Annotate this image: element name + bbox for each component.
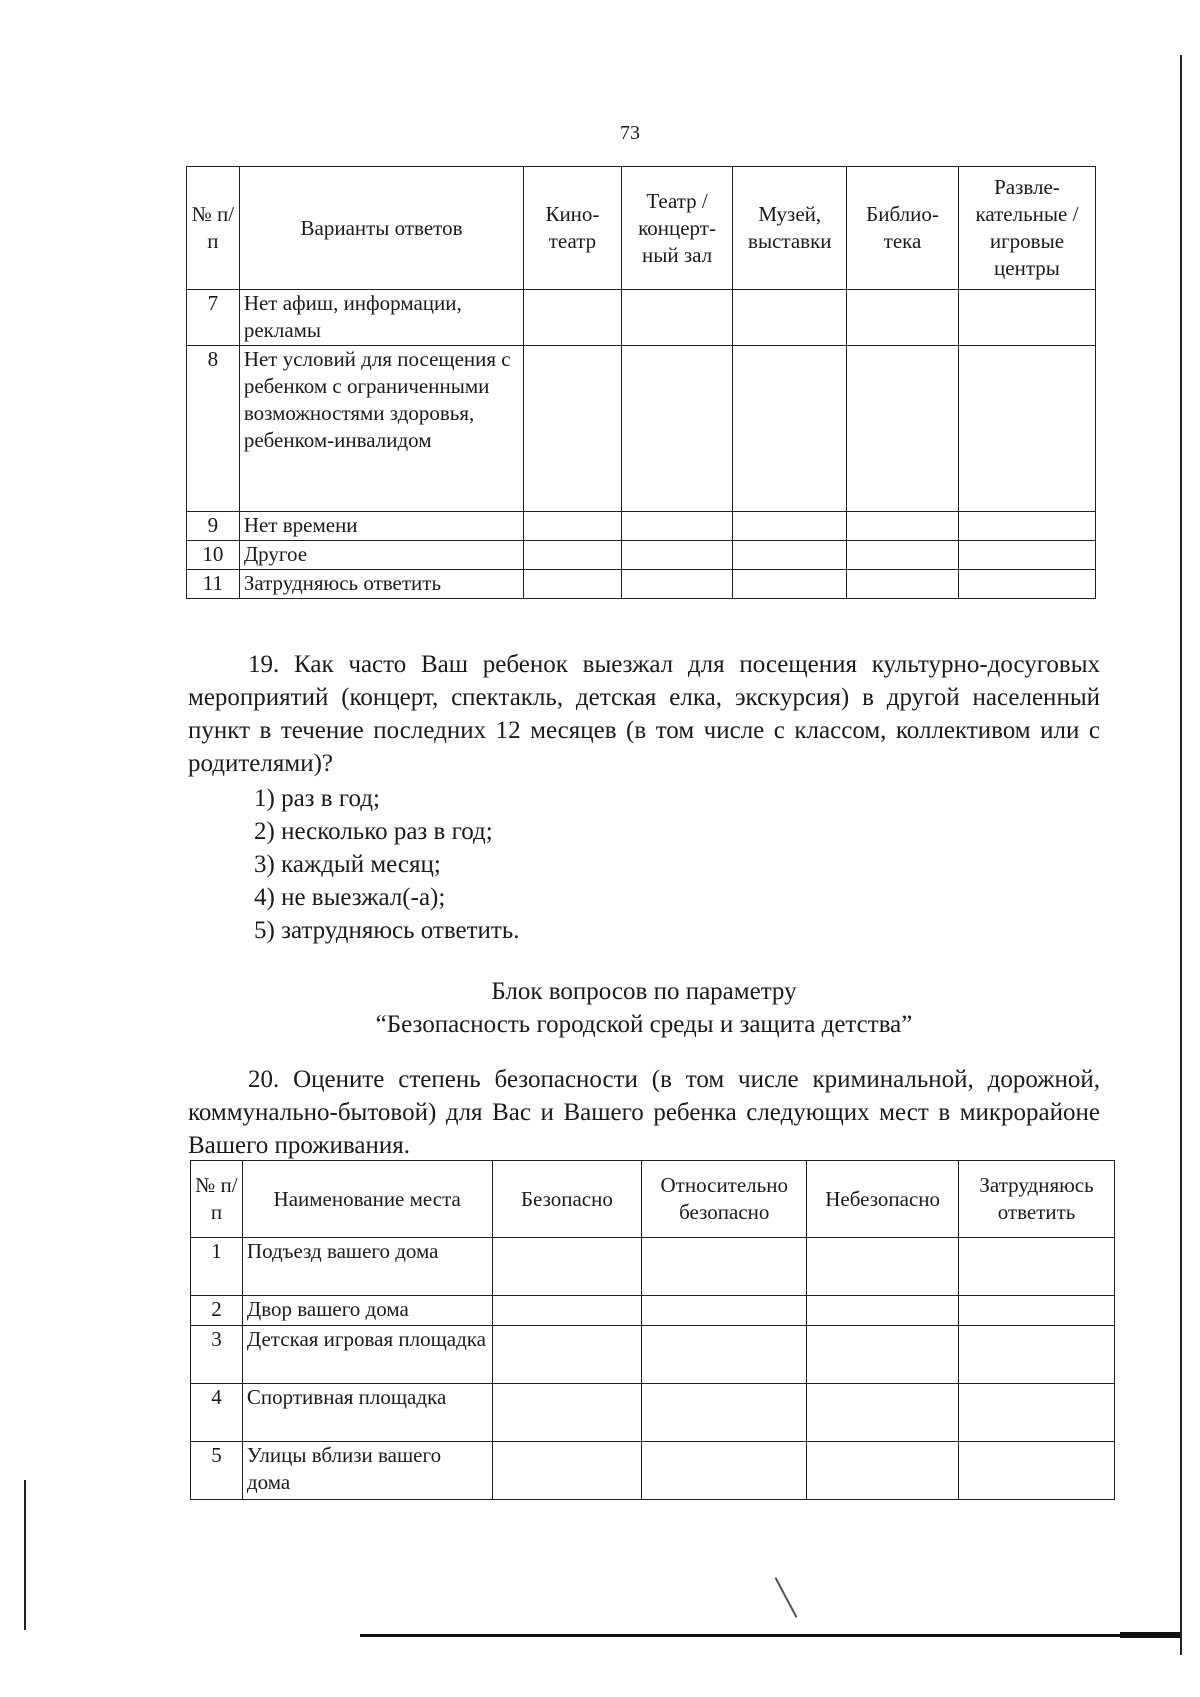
table-row xyxy=(191,1296,1115,1326)
row-label: Двор вашего дома xyxy=(242,1296,492,1326)
row-number: 11 xyxy=(187,570,240,599)
table-row xyxy=(191,1384,1115,1442)
col-theatre: Театр / концерт-ный зал xyxy=(621,167,733,290)
answer-cell[interactable] xyxy=(642,1442,807,1500)
answer-cell[interactable] xyxy=(807,1384,959,1442)
table-row xyxy=(191,1238,1115,1296)
answer-cell[interactable] xyxy=(642,1384,807,1442)
block-heading-line2: “Безопасность городской среды и защита детства” xyxy=(375,1011,913,1038)
question-20: 20. Оцените степень безопасности (в том числе криминальной, дорожной, коммунально-бытовой) для Вас и Вашего ребенка следующих мест в микрорайоне Вашего проживания. xyxy=(188,1066,1100,1159)
row-label: Детская игровая площадка xyxy=(242,1326,492,1384)
block-heading-line1: Блок вопросов по параметру xyxy=(491,978,797,1005)
answer-cell[interactable] xyxy=(642,1326,807,1384)
leisure-barriers-table xyxy=(186,166,1096,599)
answer-cell[interactable] xyxy=(807,1296,959,1326)
answer-cell[interactable] xyxy=(621,541,733,570)
answer-cell[interactable] xyxy=(959,1384,1115,1442)
question-19: 19. Как часто Ваш ребенок выезжал для посещения культурно-досуговых мероприятий (концерт, спектакль, детская елка, экскурсия) в другой населенный пункт в течение последних 12 месяцев (в том числе с классом, коллективом или с родителями)? xyxy=(188,651,1100,777)
question-19-option: 5) затрудняюсь ответить. xyxy=(254,917,520,944)
col-place-name: Наименование места xyxy=(242,1161,492,1238)
page-number: 73 xyxy=(620,122,640,144)
row-label: Нет условий для посещения с ребенком с ограниченными возможностями здоровья, ребенком-инвалидом xyxy=(239,346,523,512)
col-museum: Музей, выставки xyxy=(733,167,847,290)
table-header-row xyxy=(187,167,1096,290)
col-cinema: Кино-театр xyxy=(524,167,622,290)
answer-cell[interactable] xyxy=(524,512,622,541)
answer-cell[interactable] xyxy=(807,1326,959,1384)
answer-cell[interactable] xyxy=(958,570,1095,599)
row-label: Спортивная площадка xyxy=(242,1384,492,1442)
row-number: 3 xyxy=(191,1326,243,1384)
table-row xyxy=(191,1326,1115,1384)
answer-cell[interactable] xyxy=(524,346,622,512)
answer-cell[interactable] xyxy=(733,290,847,346)
table-row xyxy=(191,1442,1115,1500)
row-number: 10 xyxy=(187,541,240,570)
bottom-rule-end xyxy=(1120,1632,1180,1638)
row-number: 7 xyxy=(187,290,240,346)
row-label: Другое xyxy=(239,541,523,570)
question-19-option: 1) раз в год; xyxy=(254,785,380,812)
answer-cell[interactable] xyxy=(959,1326,1115,1384)
col-library: Библио-тека xyxy=(847,167,959,290)
answer-cell[interactable] xyxy=(847,541,959,570)
col-relatively-safe: Относительно безопасно xyxy=(642,1161,807,1238)
row-label: Нет времени xyxy=(239,512,523,541)
row-label: Нет афиш, информации, рекламы xyxy=(239,290,523,346)
answer-cell[interactable] xyxy=(733,570,847,599)
col-unsafe: Небезопасно xyxy=(807,1161,959,1238)
col-answer-options: Варианты ответов xyxy=(239,167,523,290)
answer-cell[interactable] xyxy=(958,290,1095,346)
row-number: 4 xyxy=(191,1384,243,1442)
row-number: 5 xyxy=(191,1442,243,1500)
scan-edge-left xyxy=(24,1480,26,1630)
row-label: Затрудняюсь ответить xyxy=(239,570,523,599)
answer-cell[interactable] xyxy=(621,290,733,346)
answer-cell[interactable] xyxy=(959,1442,1115,1500)
row-number: 1 xyxy=(191,1238,243,1296)
table-row xyxy=(187,346,1096,512)
answer-cell[interactable] xyxy=(733,541,847,570)
answer-cell[interactable] xyxy=(807,1442,959,1500)
answer-cell[interactable] xyxy=(492,1326,642,1384)
col-safe: Безопасно xyxy=(492,1161,642,1238)
answer-cell[interactable] xyxy=(733,346,847,512)
answer-cell[interactable] xyxy=(621,570,733,599)
col-number: № п/п xyxy=(187,167,240,290)
answer-cell[interactable] xyxy=(621,512,733,541)
safety-rating-table xyxy=(190,1160,1115,1500)
answer-cell[interactable] xyxy=(958,541,1095,570)
answer-cell[interactable] xyxy=(847,512,959,541)
answer-cell[interactable] xyxy=(958,346,1095,512)
scan-edge-right xyxy=(1180,55,1182,1655)
stray-pen-mark xyxy=(775,1577,798,1618)
answer-cell[interactable] xyxy=(847,570,959,599)
row-label: Улицы вблизи вашего дома xyxy=(242,1442,492,1500)
answer-cell[interactable] xyxy=(733,512,847,541)
answer-cell[interactable] xyxy=(492,1296,642,1326)
row-number: 2 xyxy=(191,1296,243,1326)
answer-cell[interactable] xyxy=(959,1238,1115,1296)
table-row xyxy=(187,541,1096,570)
question-19-option: 2) несколько раз в год; xyxy=(254,818,493,845)
answer-cell[interactable] xyxy=(524,570,622,599)
table-row xyxy=(187,290,1096,346)
bottom-rule xyxy=(360,1634,1180,1637)
question-19-option: 3) каждый месяц; xyxy=(254,851,441,878)
answer-cell[interactable] xyxy=(642,1296,807,1326)
col-number: № п/п xyxy=(191,1161,243,1238)
col-entertainment: Развле-кательные / игровые центры xyxy=(958,167,1095,290)
row-number: 9 xyxy=(187,512,240,541)
col-cannot-answer: Затрудняюсь ответить xyxy=(959,1161,1115,1238)
answer-cell[interactable] xyxy=(847,290,959,346)
table-header-row xyxy=(191,1161,1115,1238)
table-row xyxy=(187,570,1096,599)
answer-cell[interactable] xyxy=(807,1238,959,1296)
row-label: Подъезд вашего дома xyxy=(242,1238,492,1296)
answer-cell[interactable] xyxy=(958,512,1095,541)
answer-cell[interactable] xyxy=(492,1442,642,1500)
answer-cell[interactable] xyxy=(524,290,622,346)
question-19-option: 4) не выезжал(-а); xyxy=(254,884,446,911)
answer-cell[interactable] xyxy=(642,1238,807,1296)
answer-cell[interactable] xyxy=(492,1384,642,1442)
answer-cell[interactable] xyxy=(492,1238,642,1296)
answer-cell[interactable] xyxy=(621,346,733,512)
table-row xyxy=(187,512,1096,541)
answer-cell[interactable] xyxy=(847,346,959,512)
row-number: 8 xyxy=(187,346,240,512)
answer-cell[interactable] xyxy=(524,541,622,570)
answer-cell[interactable] xyxy=(959,1296,1115,1326)
